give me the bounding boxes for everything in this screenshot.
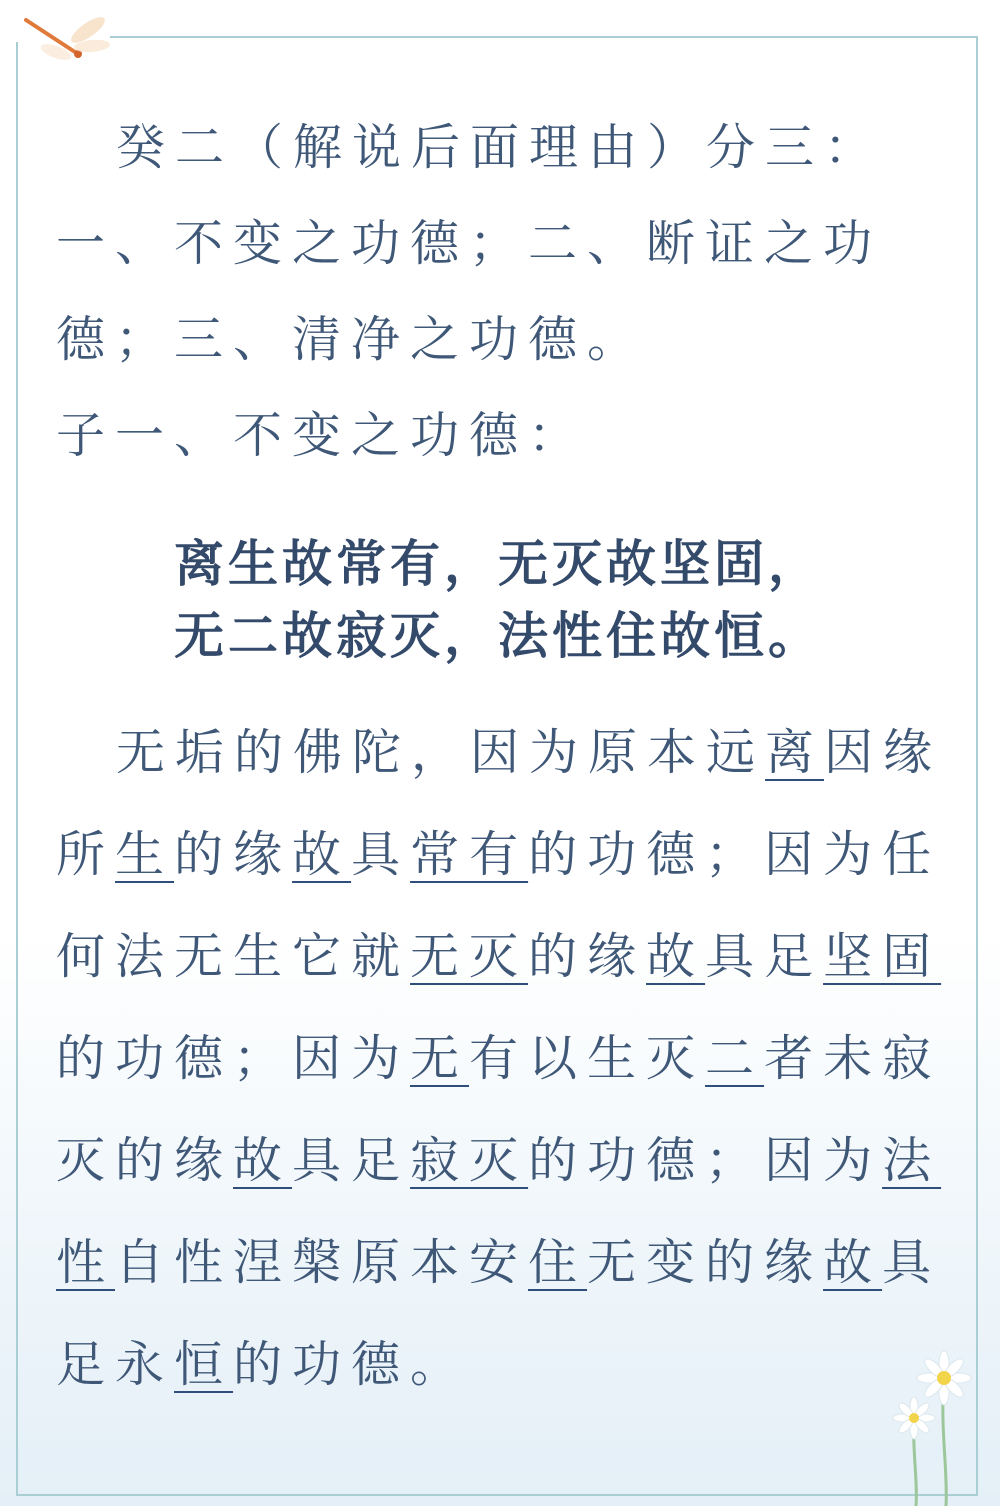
underlined-keyword: 故 bbox=[823, 1234, 883, 1291]
section-subheading: 子一、不变之功德： bbox=[56, 407, 588, 464]
commentary-text: 无垢的佛陀，因为原本远 bbox=[116, 724, 766, 781]
commentary-paragraph bbox=[56, 702, 943, 1416]
underlined-keyword: 生 bbox=[115, 826, 175, 883]
verse-line-2: 无二故寂灭，法性住故恒。 bbox=[174, 606, 822, 665]
commentary-text: 的缘 bbox=[528, 928, 647, 985]
underlined-keyword: 故 bbox=[646, 928, 706, 985]
commentary-text: 的缘 bbox=[174, 826, 293, 883]
document-content bbox=[56, 100, 943, 1416]
commentary-text: 灭的缘 bbox=[56, 1132, 234, 1189]
commentary-text: 有以生灭 bbox=[469, 1030, 706, 1087]
underlined-keyword: 住 bbox=[528, 1234, 588, 1291]
commentary-text: 因缘 bbox=[824, 724, 943, 781]
underlined-keyword: 恒 bbox=[174, 1336, 234, 1393]
commentary-text: 的功德；因为 bbox=[56, 1030, 411, 1087]
verse-line-1: 离生故常有，无灭故坚固， bbox=[174, 534, 822, 593]
commentary-text: 足永 bbox=[56, 1336, 175, 1393]
heading-line-1: 癸二（解说后面理由）分三： bbox=[116, 119, 884, 176]
commentary-text: 的功德。 bbox=[233, 1336, 470, 1393]
verse-block bbox=[56, 528, 940, 672]
commentary-line bbox=[56, 906, 940, 1008]
commentary-line bbox=[56, 1314, 940, 1416]
commentary-text: 者未寂 bbox=[764, 1030, 942, 1087]
underlined-keyword: 坚固 bbox=[823, 928, 942, 985]
commentary-text: 具 bbox=[882, 1234, 942, 1291]
commentary-text: 具 bbox=[351, 826, 411, 883]
commentary-text: 具足 bbox=[705, 928, 824, 985]
underlined-keyword: 二 bbox=[705, 1030, 765, 1087]
underlined-keyword: 法 bbox=[882, 1132, 942, 1189]
commentary-text: 无变的缘 bbox=[587, 1234, 824, 1291]
commentary-text: 具足 bbox=[292, 1132, 411, 1189]
commentary-line bbox=[56, 702, 943, 804]
underlined-keyword: 离 bbox=[765, 724, 825, 781]
commentary-line bbox=[56, 1110, 940, 1212]
commentary-text: 所 bbox=[56, 826, 116, 883]
underlined-keyword: 无 bbox=[410, 1030, 470, 1087]
commentary-text: 的功德；因为任 bbox=[528, 826, 942, 883]
underlined-keyword: 常有 bbox=[410, 826, 529, 883]
underlined-keyword: 故 bbox=[292, 826, 352, 883]
commentary-text: 自性涅槃原本安 bbox=[115, 1234, 529, 1291]
commentary-line bbox=[56, 1212, 940, 1314]
underlined-keyword: 故 bbox=[233, 1132, 293, 1189]
underlined-keyword: 性 bbox=[56, 1234, 116, 1291]
dragonfly-icon bbox=[18, 6, 110, 68]
underlined-keyword: 寂灭 bbox=[410, 1132, 529, 1189]
heading-line-2: 一、不变之功德；二、断证之功 bbox=[56, 215, 883, 272]
commentary-line bbox=[56, 804, 940, 906]
commentary-line bbox=[56, 1008, 940, 1110]
heading-line-3: 德；三、清净之功德。 bbox=[56, 311, 647, 368]
underlined-keyword: 无灭 bbox=[410, 928, 529, 985]
commentary-text: 何法无生它就 bbox=[56, 928, 411, 985]
commentary-text: 的功德；因为 bbox=[528, 1132, 883, 1189]
